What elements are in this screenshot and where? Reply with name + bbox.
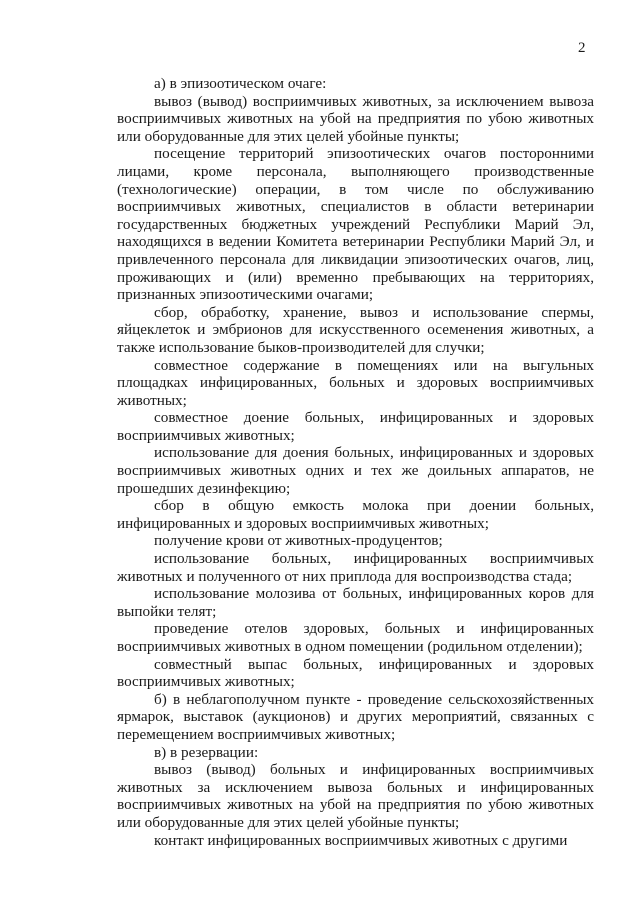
paragraph: совместное содержание в помещениях или на выгульных площадках инфицированных, больных и здоровых восприимчивых животных; [117,356,594,409]
page-number: 2 [578,40,586,56]
paragraph-heading-c: в) в резервации: [154,743,259,761]
paragraph: совместное доение больных, инфицированных и здоровых восприимчивых животных; [117,409,594,444]
paragraph: посещение территорий эпизоотических очагов посторонними лицами, кроме персонала, выполняющего производственные (технологические) операции, в том числе по обслуживанию восприимчивых животных, специалистов в области ветеринарии государственных бюджетных учреждений Республики Марий Эл, находящихся в ведении Комитета ветеринарии Республики Марий Эл, и привлеченного персонала для ликвидации эпизоотических очагов, лиц, проживающих и (или) временно пребывающих на территориях, признанных эпизоотическими очагами; [117,145,594,304]
paragraph: проведение отелов здоровых, больных и инфицированных восприимчивых животных в одном помещении (родильном отделении); [117,620,594,655]
paragraph: сбор, обработку, хранение, вывоз и использование спермы, яйцеклеток и эмбрионов для искусственного осеменения животных, а также использование быков-производителей для случки; [117,303,594,356]
paragraph-heading-a: а) в эпизоотическом очаге: [154,75,327,92]
paragraph: вывоз (вывод) восприимчивых животных, за исключением вывоза восприимчивых животных на убой на предприятия по убою животных или оборудованные для этих целей убойные пункты; [117,92,594,145]
paragraph: сбор в общую емкость молока при доении больных, инфицированных и здоровых восприимчивых животных; [117,497,594,532]
paragraph: получение крови от животных-продуцентов; [154,532,443,550]
paragraph: использование больных, инфицированных восприимчивых животных и полученного от них приплода для воспроизводства стада; [117,550,594,585]
paragraph-heading-b: б) в неблагополучном пункте - проведение сельскохозяйственных ярмарок, выставок (аукционов) и других мероприятий, связанных с перемещением восприимчивых животных; [117,690,594,743]
paragraph: вывоз (вывод) больных и инфицированных восприимчивых животных за исключением вывоза больных и инфицированных восприимчивых животных на убой на предприятия по убою животных или оборудованные для этих целей убойные пункты; [117,761,594,831]
paragraph: использование молозива от больных, инфицированных коров для выпойки телят; [117,585,594,620]
paragraph: совместный выпас больных, инфицированных и здоровых восприимчивых животных; [117,655,594,691]
paragraph: использование для доения больных, инфицированных и здоровых восприимчивых животных одних и тех же доильных аппаратов, не прошедших дезинфекцию; [117,444,594,497]
document-body [117,75,594,849]
paragraph: контакт инфицированных восприимчивых животных с другими [154,831,568,849]
